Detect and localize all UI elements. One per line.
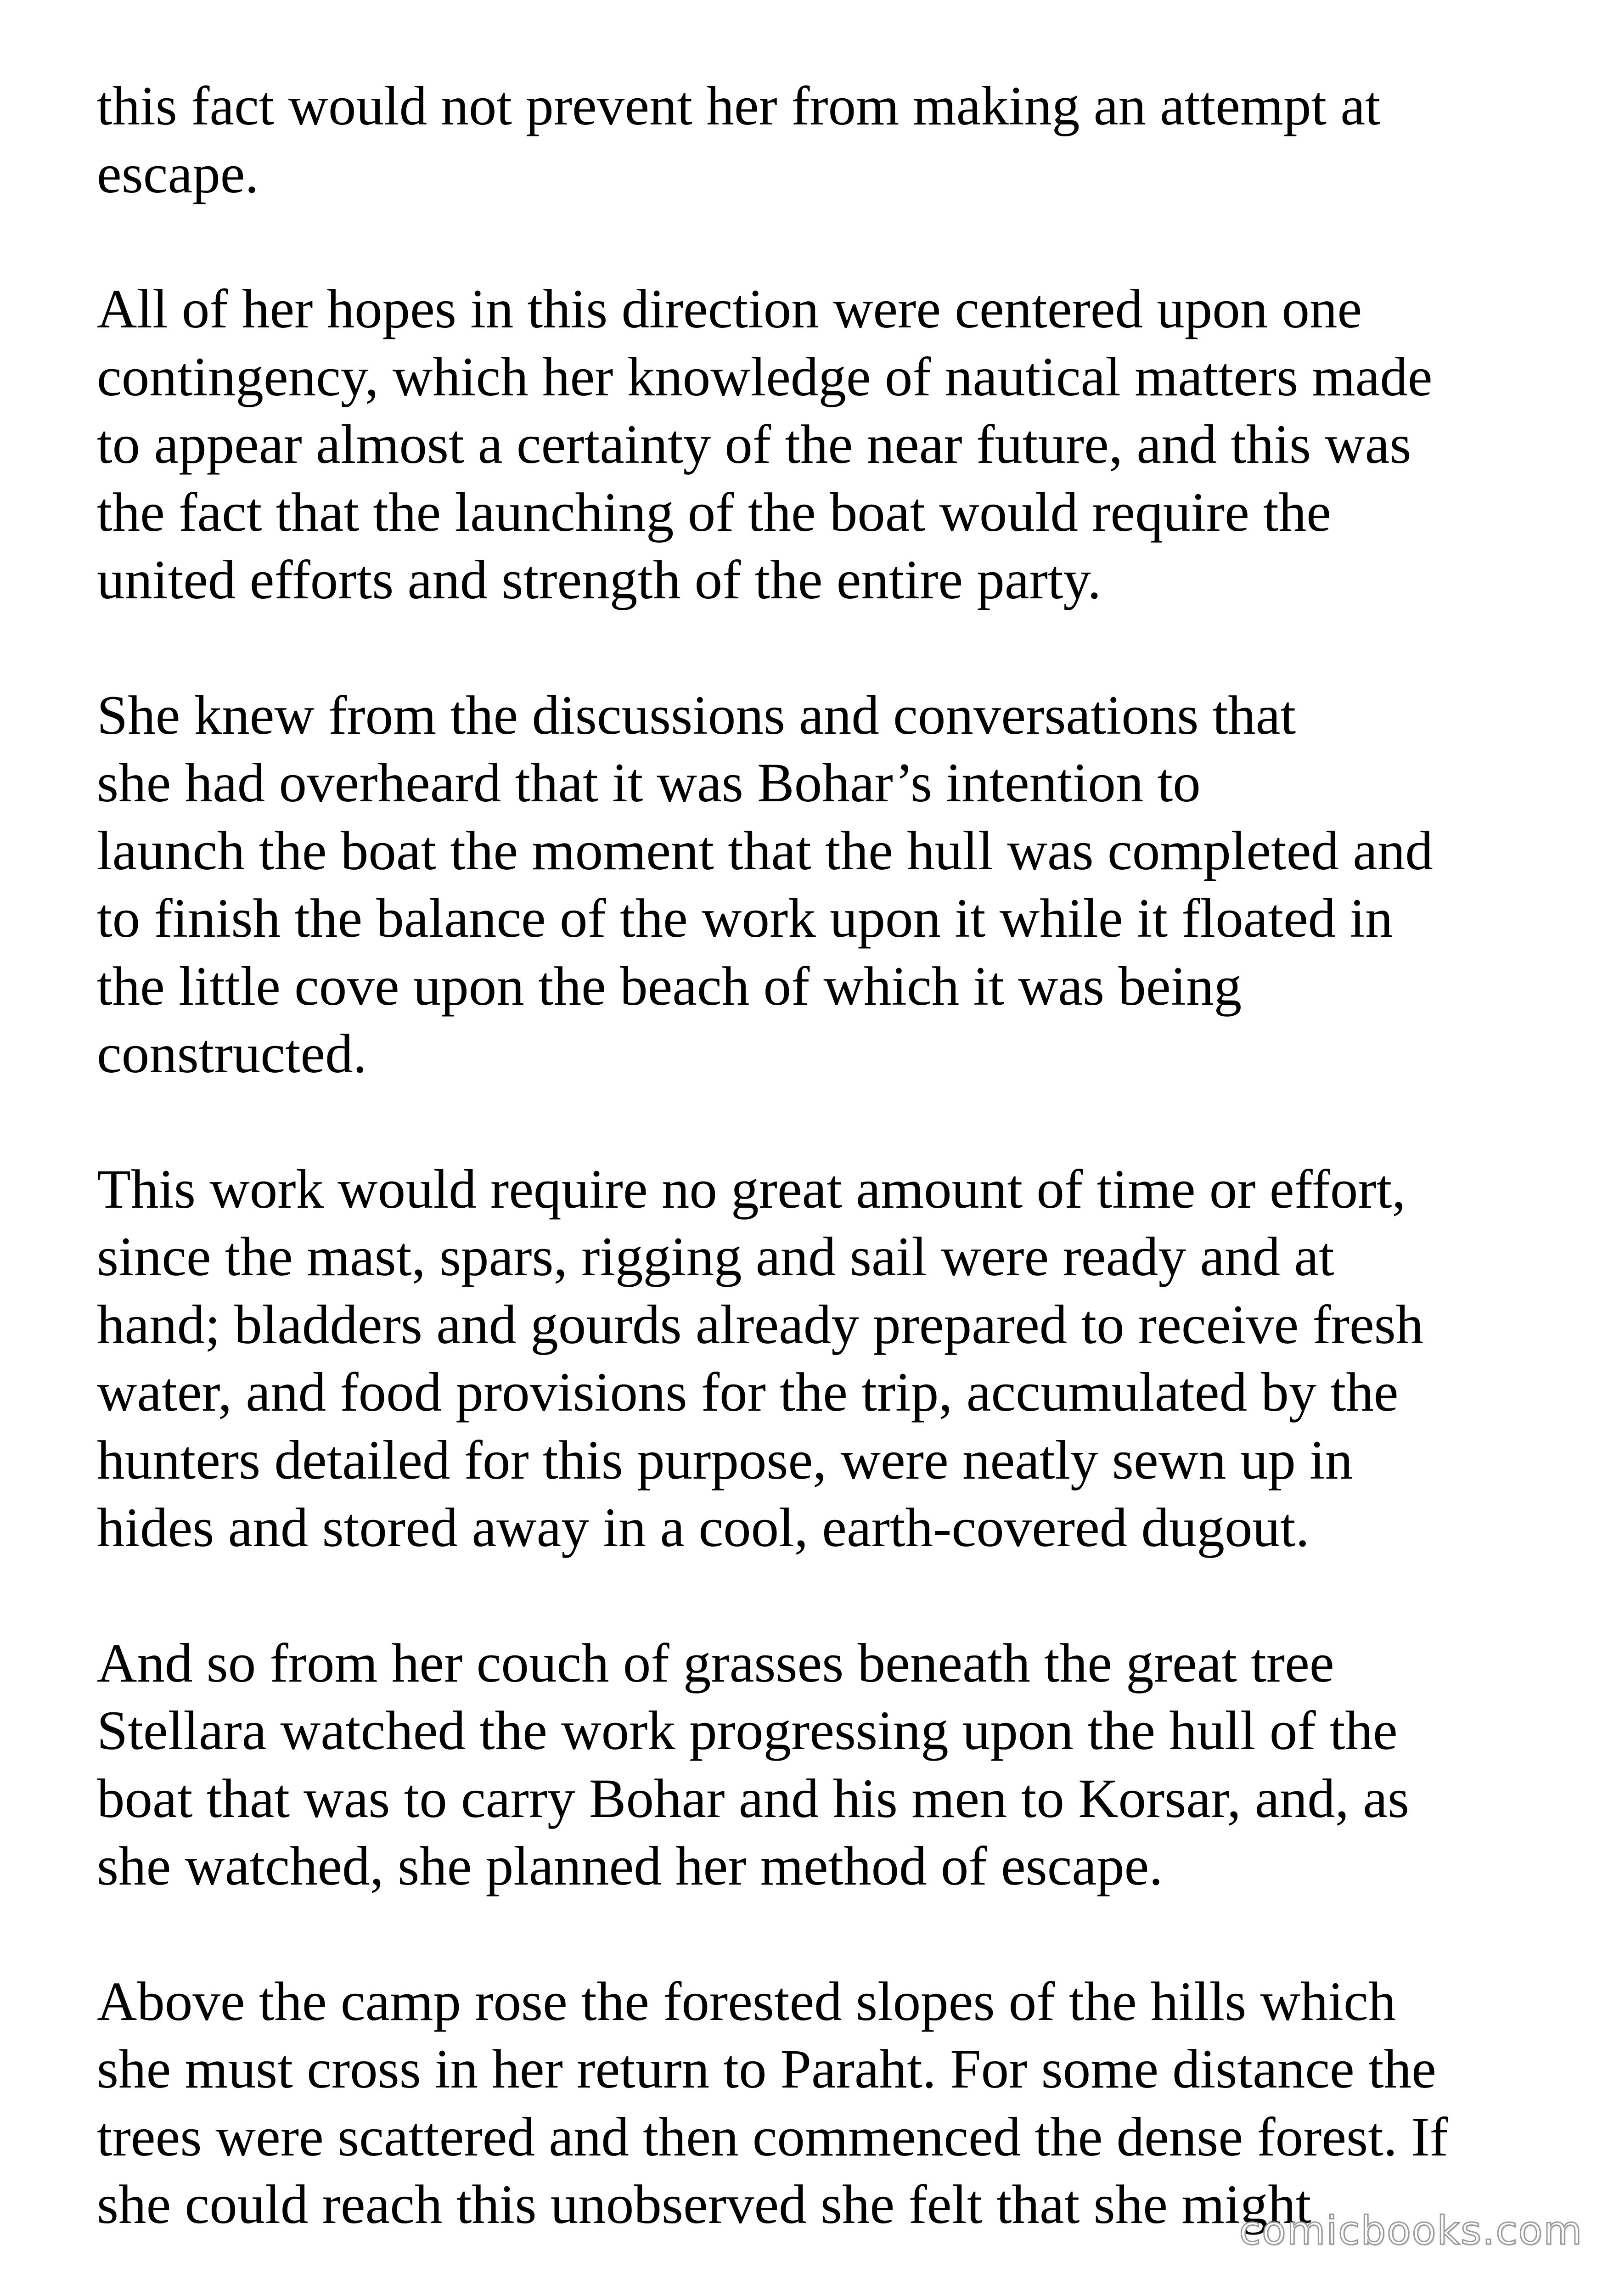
text-line: to appear almost a certainty of the near future, and this was	[97, 414, 1411, 475]
text-line: water, and food provisions for the trip, accumulated by the	[97, 1362, 1399, 1423]
paragraph	[97, 1156, 1529, 1562]
text-line: Above the camp rose the forested slopes of the hills which	[97, 1970, 1396, 2032]
text-line: hunters detailed for this purpose, were neatly sewn up in	[97, 1429, 1353, 1491]
text-line: she had overheard that it was Bohar’s intention to	[97, 752, 1201, 814]
watermark: comicbooks.com	[1239, 2208, 1583, 2254]
text-line: contingency, which her knowledge of nautical matters made	[97, 346, 1433, 408]
text-line: the little cove upon the beach of which it was being	[97, 955, 1242, 1017]
text-line: hand; bladders and gourds already prepared to receive fresh	[97, 1294, 1424, 1356]
text-line: constructed.	[97, 1023, 367, 1085]
text-line: this fact would not prevent her from making an attempt at	[97, 75, 1381, 137]
paragraph	[97, 682, 1529, 1088]
paragraph	[97, 276, 1529, 614]
text-line: trees were scattered and then commenced the dense forest. If	[97, 2106, 1448, 2168]
text-line: she must cross in her return to Paraht. For some distance the	[97, 2038, 1436, 2100]
text-line: boat that was to carry Bohar and his men to Korsar, and, as	[97, 1767, 1410, 1829]
paragraph	[97, 1630, 1529, 1901]
text-line: This work would require no great amount of time or effort,	[97, 1158, 1406, 1220]
text-line: She knew from the discussions and conversations that	[97, 684, 1296, 746]
text-line: Stellara watched the work progressing upon the hull of the	[97, 1700, 1398, 1761]
text-line: to finish the balance of the work upon it while it floated in	[97, 888, 1393, 949]
text-line: And so from her couch of grasses beneath the great tree	[97, 1632, 1334, 1694]
text-line: united efforts and strength of the entire party.	[97, 549, 1102, 611]
body-text	[97, 73, 1529, 2296]
text-line: since the mast, spars, rigging and sail were ready and at	[97, 1226, 1334, 1288]
text-line: escape.	[97, 143, 259, 205]
text-line: the fact that the launching of the boat would require the	[97, 481, 1331, 543]
text-line: All of her hopes in this direction were centered upon one	[97, 278, 1362, 340]
paragraph	[97, 73, 1529, 208]
paragraph	[97, 1968, 1529, 2239]
text-line: hides and stored away in a cool, earth-covered dugout.	[97, 1497, 1310, 1559]
text-line: launch the boat the moment that the hull was completed and	[97, 820, 1433, 882]
text-line: she watched, she planned her method of escape.	[97, 1835, 1163, 1897]
text-line: she could reach this unobserved she felt that she might	[97, 2174, 1311, 2235]
